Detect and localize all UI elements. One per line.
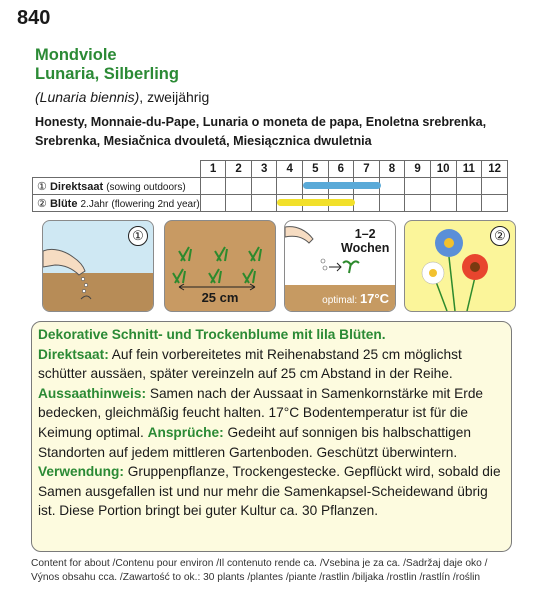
product-subtitle: Lunaria, Silberling — [35, 65, 179, 83]
row-note: (flowering 2nd year) — [111, 198, 200, 210]
section-label: Aussaathinweis: — [38, 385, 147, 401]
flowering-illustration — [404, 220, 516, 312]
section-label: Direktsaat: — [38, 346, 109, 362]
germination-time — [341, 227, 389, 255]
weeks-range: 1–2 — [354, 227, 376, 241]
section-label: Verwendung: — [38, 464, 124, 480]
section-text: Gedeiht auf sonnigen bis halbschattigen Standorten auf jedem mittleren Gartenboden. Geschützt überwintern. — [38, 424, 471, 460]
section-text: Gruppenpflanze, Trockengestecke. Gepflückt wird, sobald die Samen ausgefallen ist und nur mehr die Samenkapsel-Scheidewand übrig ist. Diese Portion bringt bei guter Kultur ca. 30 Pflanzen. — [38, 464, 501, 519]
step-number: ① — [37, 180, 47, 193]
latin-name-line — [35, 89, 209, 105]
month-header: 4 — [277, 161, 303, 178]
sowing-calendar — [32, 160, 508, 212]
row-label — [33, 178, 201, 195]
row-distance-label: 25 cm — [201, 290, 239, 305]
row-title: Blüte — [49, 197, 78, 210]
optimal-temperature — [322, 291, 389, 306]
opt-label: optimal: — [322, 295, 358, 306]
germination-illustration — [284, 220, 396, 312]
month-header: 1 — [200, 161, 226, 178]
month-header: 8 — [379, 161, 405, 178]
month-header: 9 — [405, 161, 431, 178]
section-label: Ansprüche: — [147, 424, 224, 440]
description-headline: Dekorative Schnitt- und Trockenblume mit lila Blüten. — [38, 327, 386, 342]
section-text: Samen nach der Aussaat in Samenkornstärke mit Erde bedecken, gleichmäßig feucht halten. 17°C Bodentemperatur ist für die Keimung optimal. — [38, 385, 484, 440]
month-header: 10 — [430, 161, 456, 178]
row-label — [33, 195, 201, 212]
month-header: 6 — [328, 161, 354, 178]
product-title: Mondviole — [35, 46, 117, 64]
row-note: 2.Jahr — [80, 198, 109, 210]
step-number-badge: ① — [128, 226, 148, 246]
section-text: Auf fein vorbereitetes mit Reihenabstand 25 cm möglichst schütter aussäen, später vereinzeln auf 25 cm Abstand in der Reihe. — [38, 346, 462, 382]
latin-suffix: , zweijährig — [139, 89, 210, 105]
description-text — [38, 325, 505, 521]
row-note: (sowing outdoors) — [106, 181, 186, 193]
calendar-corner — [33, 161, 201, 178]
step-number-badge: ② — [490, 226, 510, 246]
calendar-row-sowing — [33, 178, 508, 195]
footer-line: Výnos obsahu cca. /Zawartość to ok.: 30 plants /plantes /piante /rastlin /biljaka /rostlin /rastlín /roślin — [31, 572, 481, 583]
month-header: 5 — [302, 161, 328, 178]
common-names-line: Honesty, Monnaie-du-Pape, Lunaria o moneta de papa, Enoletna srebrenka, — [35, 115, 487, 129]
calendar-header-row — [33, 161, 508, 178]
month-header: 7 — [354, 161, 380, 178]
latin-name: (Lunaria biennis) — [35, 89, 140, 105]
calendar-row-flowering — [33, 195, 508, 212]
opt-value: 17°C — [359, 291, 389, 306]
footer-line: Content for about /Contenu pour environ /Il contenuto rende ca. /Vsebina je za ca. /Sadržaj daje oko / — [31, 558, 488, 569]
month-header: 12 — [482, 161, 508, 178]
content-footer — [31, 557, 531, 585]
common-names-line: Srebrenka, Mesiačnica dvouletá, Miesiącznica dwuletnia — [35, 134, 372, 148]
month-header: 2 — [226, 161, 252, 178]
common-names — [35, 113, 515, 151]
weeks-unit: Wochen — [341, 241, 390, 255]
spacing-illustration — [164, 220, 276, 312]
product-number: 840 — [17, 7, 51, 29]
month-header: 11 — [456, 161, 482, 178]
step-number: ② — [37, 197, 47, 210]
sowing-illustration — [42, 220, 154, 312]
row-title: Direktsaat — [49, 180, 104, 193]
month-header: 3 — [251, 161, 277, 178]
description-box — [31, 321, 512, 552]
